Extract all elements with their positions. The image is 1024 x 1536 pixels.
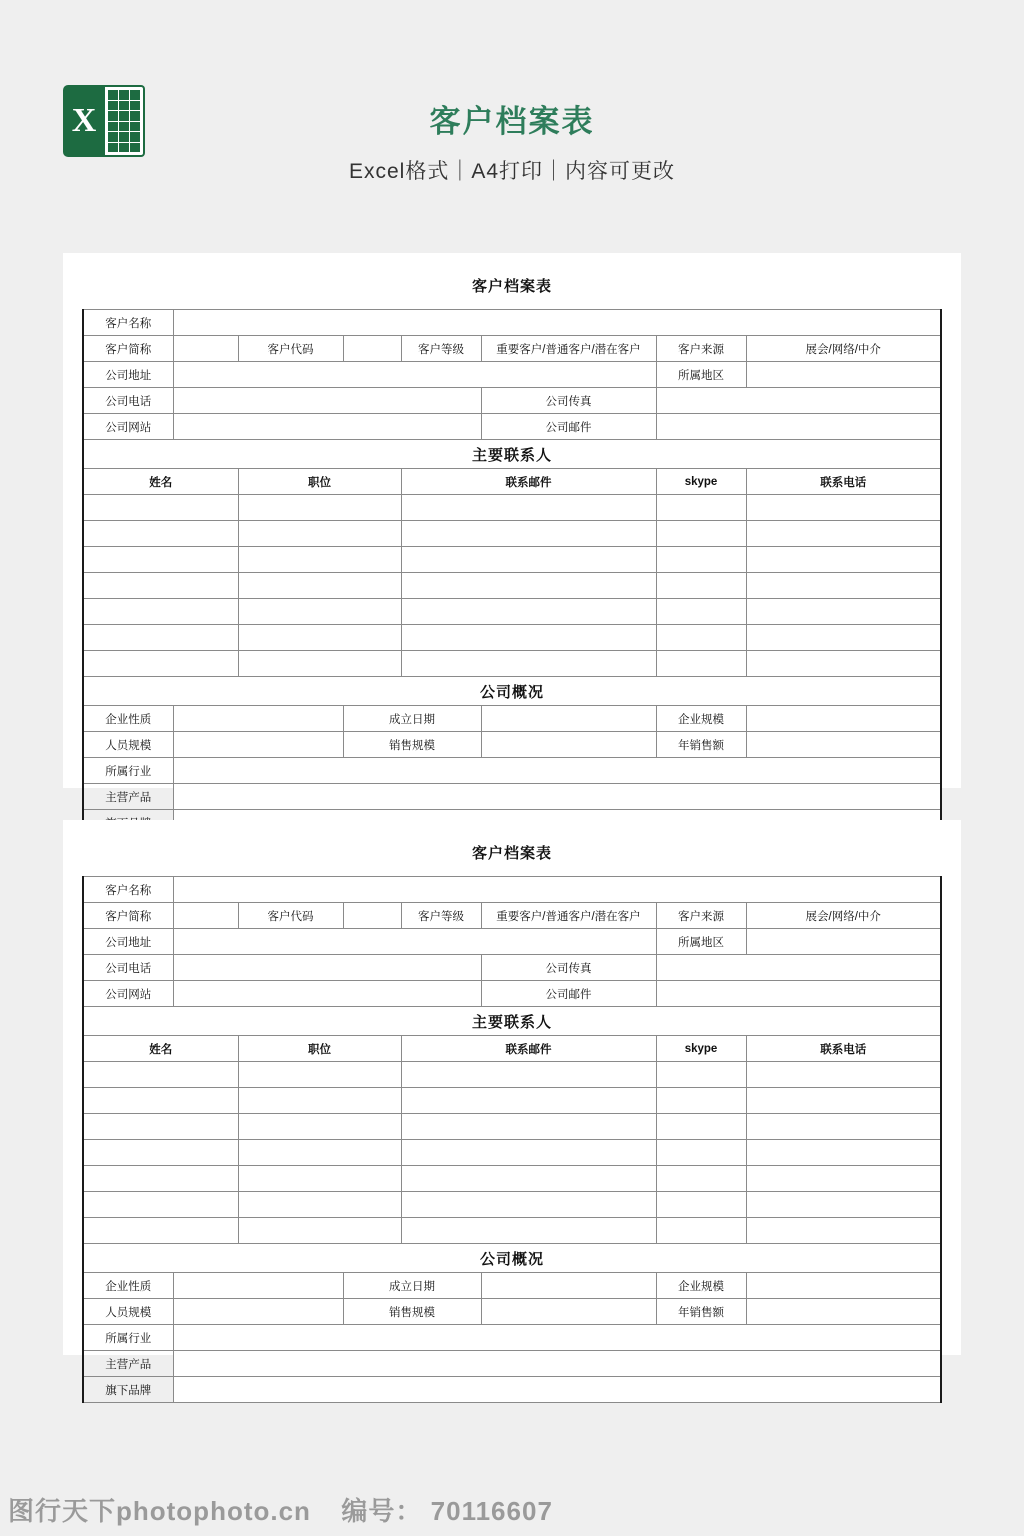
customer-archive-table-2: [82, 876, 942, 1403]
value-industry[interactable]: [173, 758, 941, 784]
table-row-cell[interactable]: [238, 1218, 401, 1244]
table-row-cell[interactable]: [83, 1062, 238, 1088]
table-row-cell[interactable]: [746, 495, 941, 521]
table-row-cell[interactable]: [401, 495, 656, 521]
table-row-cell[interactable]: [83, 599, 238, 625]
label-industry: 所属行业: [83, 1325, 173, 1351]
table-row-cell[interactable]: [83, 547, 238, 573]
table-row-cell[interactable]: [746, 547, 941, 573]
value-customer-name[interactable]: [173, 877, 941, 903]
label-company-email: 公司邮件: [481, 981, 656, 1007]
table-row-cell[interactable]: [238, 1062, 401, 1088]
value-scale[interactable]: [746, 1273, 941, 1299]
colhead-email: 联系邮件: [401, 469, 656, 495]
table-row-cell[interactable]: [238, 625, 401, 651]
table-row-cell[interactable]: [656, 599, 746, 625]
table-row-cell[interactable]: [746, 573, 941, 599]
table-row-cell[interactable]: [746, 599, 941, 625]
table-row-cell[interactable]: [656, 651, 746, 677]
value-region[interactable]: [746, 362, 941, 388]
label-company-address: 公司地址: [83, 362, 173, 388]
table-row-cell[interactable]: [656, 1088, 746, 1114]
value-staff-scale[interactable]: [173, 1299, 343, 1325]
section-profile: 公司概况: [83, 677, 941, 706]
table-row-cell[interactable]: [401, 1062, 656, 1088]
table-row-cell[interactable]: [656, 1062, 746, 1088]
value-company-website[interactable]: [173, 981, 481, 1007]
table-row-cell[interactable]: [656, 521, 746, 547]
table-row-cell[interactable]: [401, 1114, 656, 1140]
value-main-product[interactable]: [173, 1351, 941, 1377]
watermark-id-label: 编号：: [341, 1496, 423, 1526]
colhead-phone: 联系电话: [746, 1036, 941, 1062]
colhead-position: 职位: [238, 1036, 401, 1062]
sheet-preview-1: [63, 253, 961, 804]
table-row-cell[interactable]: [746, 625, 941, 651]
section-contacts: 主要联系人: [83, 440, 941, 469]
sheet-preview-2: [63, 820, 961, 1397]
table-row-cell[interactable]: [83, 651, 238, 677]
watermark-id-value: 70116607: [430, 1496, 553, 1526]
value-customer-source[interactable]: 展会/网络/中介: [746, 336, 941, 362]
table-row-cell[interactable]: [238, 1140, 401, 1166]
table-row-cell[interactable]: [83, 1088, 238, 1114]
table-row-cell[interactable]: [83, 495, 238, 521]
label-customer-name: 客户名称: [83, 310, 173, 336]
colhead-email: 联系邮件: [401, 1036, 656, 1062]
label-company-fax: 公司传真: [481, 955, 656, 981]
label-customer-name: 客户名称: [83, 877, 173, 903]
customer-archive-table: [82, 309, 942, 836]
table-row-cell[interactable]: [238, 1114, 401, 1140]
table-row-cell[interactable]: [746, 1192, 941, 1218]
label-company-fax: 公司传真: [481, 388, 656, 414]
value-nature[interactable]: [173, 706, 343, 732]
section-contacts: 主要联系人: [83, 1007, 941, 1036]
table-row-cell[interactable]: [656, 625, 746, 651]
table-row-cell[interactable]: [401, 1218, 656, 1244]
table-row-cell[interactable]: [746, 1088, 941, 1114]
label-main-product: 主营产品: [83, 784, 173, 810]
colhead-skype: skype: [656, 1036, 746, 1062]
table-row-cell[interactable]: [401, 599, 656, 625]
label-region: 所属地区: [656, 362, 746, 388]
table-row-cell[interactable]: [401, 1088, 656, 1114]
label-customer-code: 客户代码: [238, 903, 343, 929]
table-row-cell[interactable]: [746, 521, 941, 547]
sheet-title-2: 客户档案表: [471, 845, 552, 862]
label-main-product: 主营产品: [83, 1351, 173, 1377]
label-industry: 所属行业: [83, 758, 173, 784]
value-found-date[interactable]: [481, 1273, 656, 1299]
label-annual-sales: 年销售额: [656, 732, 746, 758]
table-row-cell[interactable]: [401, 1140, 656, 1166]
label-scale: 企业规模: [656, 1273, 746, 1299]
label-staff-scale: 人员规模: [83, 1299, 173, 1325]
value-company-address[interactable]: [173, 362, 656, 388]
value-company-address[interactable]: [173, 929, 656, 955]
label-customer-code: 客户代码: [238, 336, 343, 362]
value-found-date[interactable]: [481, 706, 656, 732]
table-row-cell[interactable]: [238, 1192, 401, 1218]
label-customer-source: 客户来源: [656, 903, 746, 929]
value-nature[interactable]: [173, 1273, 343, 1299]
value-scale[interactable]: [746, 706, 941, 732]
colhead-skype: skype: [656, 469, 746, 495]
label-customer-short: 客户简称: [83, 336, 173, 362]
label-sales-scale: 销售规模: [343, 732, 481, 758]
table-row-cell[interactable]: [656, 1114, 746, 1140]
label-brand: 旗下品牌: [83, 1377, 173, 1403]
label-found-date: 成立日期: [343, 706, 481, 732]
value-staff-scale[interactable]: [173, 732, 343, 758]
label-customer-short: 客户简称: [83, 903, 173, 929]
watermark-site: 图行天下photophoto.cn: [8, 1496, 311, 1526]
label-annual-sales: 年销售额: [656, 1299, 746, 1325]
value-customer-source[interactable]: 展会/网络/中介: [746, 903, 941, 929]
table-row-cell[interactable]: [746, 1114, 941, 1140]
table-row-cell[interactable]: [83, 521, 238, 547]
label-staff-scale: 人员规模: [83, 732, 173, 758]
table-row-cell[interactable]: [656, 495, 746, 521]
value-company-email[interactable]: [656, 981, 941, 1007]
table-row-cell[interactable]: [401, 573, 656, 599]
label-found-date: 成立日期: [343, 1273, 481, 1299]
label-company-email: 公司邮件: [481, 414, 656, 440]
label-nature: 企业性质: [83, 1273, 173, 1299]
table-row-cell[interactable]: [83, 1114, 238, 1140]
table-row-cell[interactable]: [238, 521, 401, 547]
page-header: [0, 0, 1024, 230]
table-row-cell[interactable]: [238, 1166, 401, 1192]
table-row-cell[interactable]: [401, 547, 656, 573]
label-nature: 企业性质: [83, 706, 173, 732]
value-company-fax[interactable]: [656, 388, 941, 414]
table-row-cell[interactable]: [656, 547, 746, 573]
table-row-cell[interactable]: [656, 1192, 746, 1218]
value-annual-sales[interactable]: [746, 1299, 941, 1325]
page-subtitle: Excel格式｜A4打印｜内容可更改: [348, 160, 676, 183]
table-row-cell[interactable]: [656, 573, 746, 599]
watermark-line: [8, 1491, 553, 1528]
value-customer-code[interactable]: [343, 336, 401, 362]
label-company-phone: 公司电话: [83, 955, 173, 981]
colhead-name: 姓名: [83, 1036, 238, 1062]
label-customer-grade: 客户等级: [401, 903, 481, 929]
table-row-cell[interactable]: [238, 495, 401, 521]
table-row-cell[interactable]: [238, 599, 401, 625]
table-row-cell[interactable]: [238, 1088, 401, 1114]
table-row-cell[interactable]: [401, 521, 656, 547]
table-row-cell[interactable]: [401, 1192, 656, 1218]
label-region: 所属地区: [656, 929, 746, 955]
value-industry[interactable]: [173, 1325, 941, 1351]
excel-logo-letter: X: [63, 85, 105, 157]
colhead-position: 职位: [238, 469, 401, 495]
table-row-cell[interactable]: [83, 1218, 238, 1244]
value-company-email[interactable]: [656, 414, 941, 440]
label-company-website: 公司网站: [83, 981, 173, 1007]
value-customer-short[interactable]: [173, 336, 238, 362]
label-customer-grade: 客户等级: [401, 336, 481, 362]
label-company-address: 公司地址: [83, 929, 173, 955]
table-row-cell[interactable]: [83, 1166, 238, 1192]
label-sales-scale: 销售规模: [343, 1299, 481, 1325]
table-row-cell[interactable]: [83, 573, 238, 599]
value-customer-grade[interactable]: 重要客户/普通客户/潜在客户: [481, 903, 656, 929]
value-customer-grade[interactable]: 重要客户/普通客户/潜在客户: [481, 336, 656, 362]
table-row-cell[interactable]: [401, 625, 656, 651]
value-customer-short[interactable]: [173, 903, 238, 929]
table-row-cell[interactable]: [746, 1140, 941, 1166]
label-company-website: 公司网站: [83, 414, 173, 440]
label-customer-source: 客户来源: [656, 336, 746, 362]
footer-watermark: [0, 1476, 1024, 1536]
value-company-phone[interactable]: [173, 955, 481, 981]
value-customer-code[interactable]: [343, 903, 401, 929]
value-sales-scale[interactable]: [481, 1299, 656, 1325]
section-profile: 公司概况: [83, 1244, 941, 1273]
table-row-cell[interactable]: [83, 625, 238, 651]
colhead-phone: 联系电话: [746, 469, 941, 495]
table-row-cell[interactable]: [656, 1140, 746, 1166]
table-row-cell[interactable]: [746, 651, 941, 677]
table-row-cell[interactable]: [83, 1140, 238, 1166]
value-main-product[interactable]: [173, 784, 941, 810]
table-row-cell[interactable]: [656, 1166, 746, 1192]
value-company-fax[interactable]: [656, 955, 941, 981]
label-company-phone: 公司电话: [83, 388, 173, 414]
label-scale: 企业规模: [656, 706, 746, 732]
table-row-cell[interactable]: [401, 1166, 656, 1192]
table-row-cell[interactable]: [746, 1062, 941, 1088]
value-brand[interactable]: [173, 1377, 941, 1403]
sheet-title: 客户档案表: [471, 278, 552, 295]
value-company-website[interactable]: [173, 414, 481, 440]
table-row-cell[interactable]: [746, 1218, 941, 1244]
page-title: 客户档案表: [429, 104, 595, 139]
value-annual-sales[interactable]: [746, 732, 941, 758]
colhead-name: 姓名: [83, 469, 238, 495]
value-company-phone[interactable]: [173, 388, 481, 414]
value-region[interactable]: [746, 929, 941, 955]
value-customer-name[interactable]: [173, 310, 941, 336]
table-row-cell[interactable]: [746, 1166, 941, 1192]
table-row-cell[interactable]: [238, 651, 401, 677]
table-row-cell[interactable]: [238, 573, 401, 599]
table-row-cell[interactable]: [656, 1218, 746, 1244]
table-row-cell[interactable]: [83, 1192, 238, 1218]
table-row-cell[interactable]: [401, 651, 656, 677]
value-sales-scale[interactable]: [481, 732, 656, 758]
table-row-cell[interactable]: [238, 547, 401, 573]
